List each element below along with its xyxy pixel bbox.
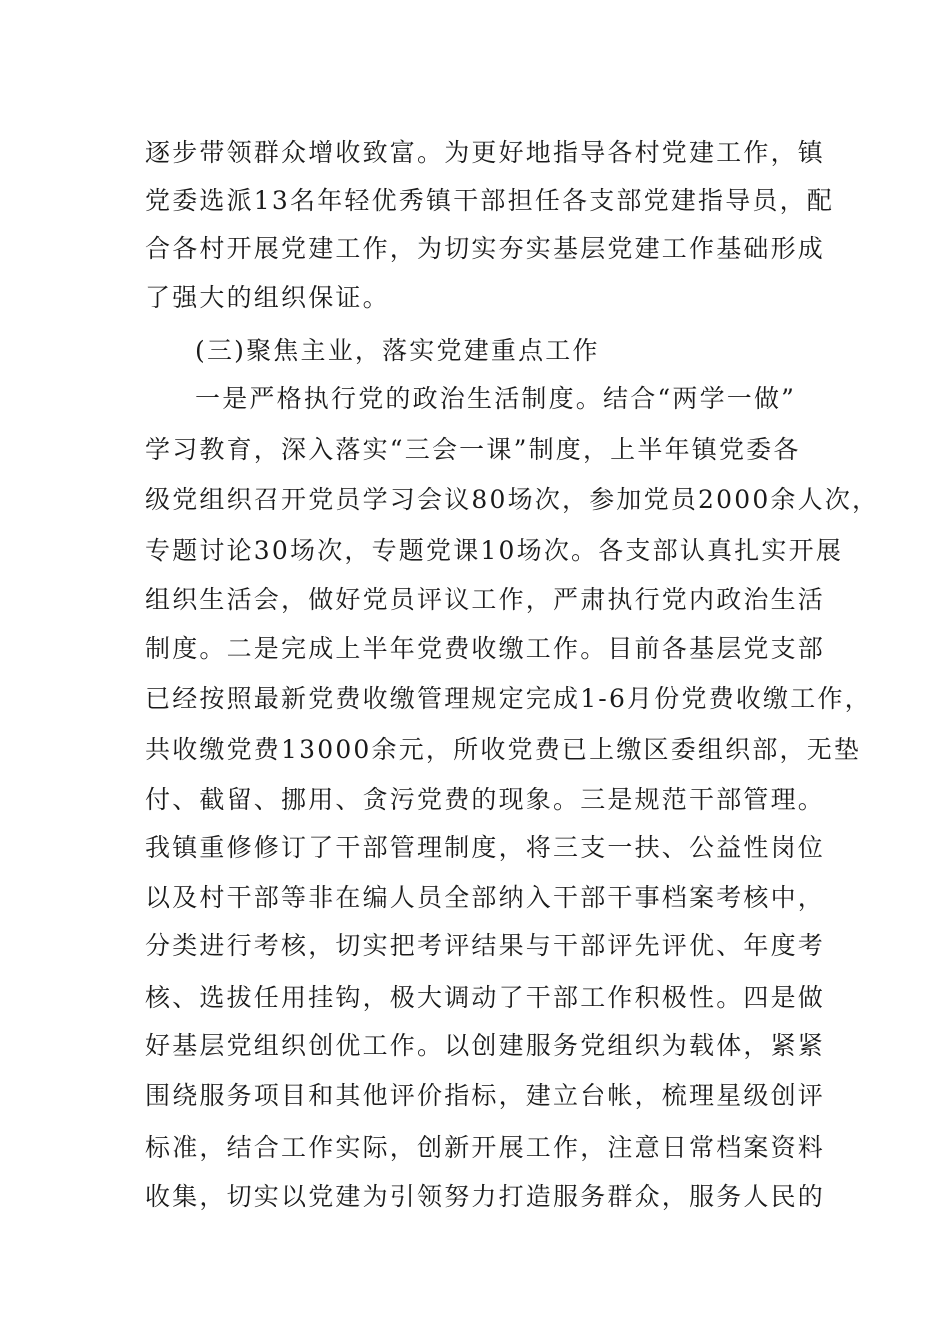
text-line: 共收缴党费13000余元，所收党费已上缴区委组织部，无垫 (145, 735, 862, 764)
text-line: 收集，切实以党建为引领努力打造服务群众，服务人民的 (145, 1182, 826, 1211)
text-line: 分类进行考核，切实把考评结果与干部评先评优、年度考 (145, 931, 826, 960)
section-heading: (三)聚焦主业，落实党建重点工作 (195, 336, 600, 365)
text-line: 我镇重修修订了干部管理制度，将三支一扶、公益性岗位 (145, 833, 826, 862)
text-line: 了强大的组织保证。 (145, 283, 390, 312)
text-line: 学习教育，深入落实“三会一课”制度，上半年镇党委各 (145, 435, 801, 464)
text-line: 制度。二是完成上半年党费收缴工作。目前各基层党支部 (145, 634, 826, 663)
text-line: 围绕服务项目和其他评价指标，建立台帐，梳理星级创评 (145, 1081, 826, 1110)
text-line: 付、截留、挪用、贪污党费的现象。三是规范干部管理。 (145, 785, 826, 814)
text-line: 核、选拔任用挂钩，极大调动了干部工作积极性。四是做 (145, 983, 826, 1012)
text-line: 已经按照最新党费收缴管理规定完成1-6月份党费收缴工作， (145, 684, 872, 713)
text-line: 党委选派13名年轻优秀镇干部担任各支部党建指导员，配 (145, 186, 835, 215)
text-line: 好基层党组织创优工作。以创建服务党组织为载体，紧紧 (145, 1031, 826, 1060)
text-line: 组织生活会，做好党员评议工作，严肃执行党内政治生活 (145, 585, 826, 614)
text-line: 一是严格执行党的政治生活制度。结合“两学一做” (195, 384, 797, 413)
text-line: 专题讨论30场次，专题党课10场次。各支部认真扎实开展 (145, 536, 844, 565)
text-line: 合各村开展党建工作，为切实夯实基层党建工作基础形成 (145, 234, 826, 263)
text-line: 逐步带领群众增收致富。为更好地指导各村党建工作，镇 (145, 138, 826, 167)
text-line: 标准，结合工作实际，创新开展工作，注意日常档案资料 (145, 1133, 826, 1162)
text-line: 以及村干部等非在编人员全部纳入干部干事档案考核中， (145, 883, 826, 912)
text-line: 级党组织召开党员学习会议80场次，参加党员2000余人次， (145, 485, 880, 514)
